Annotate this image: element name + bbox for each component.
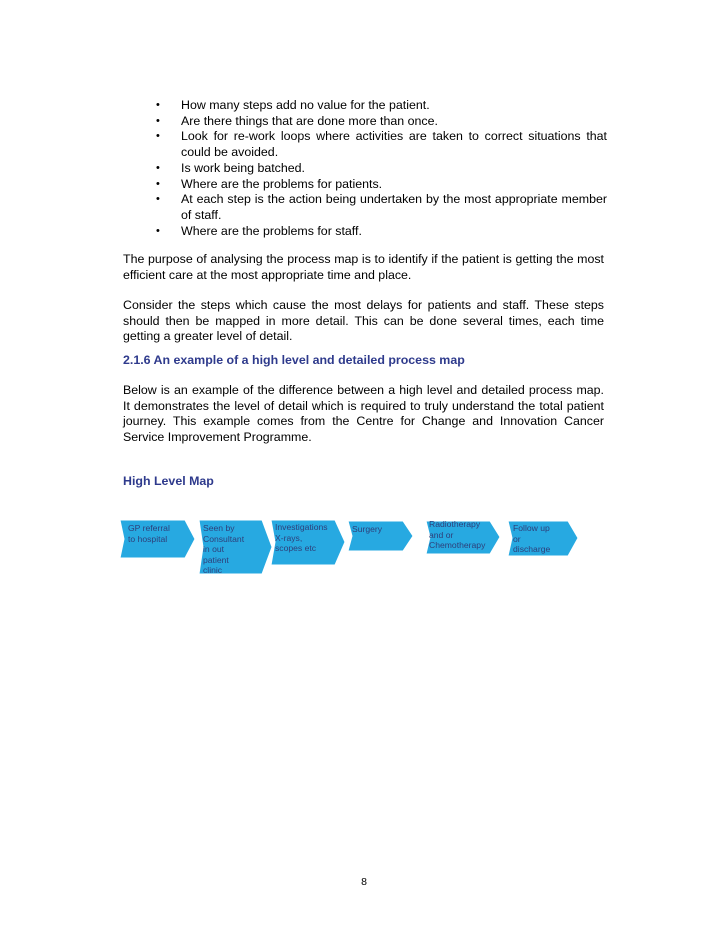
process-step-label: GP referral to hospital: [128, 523, 170, 544]
bullet-item: • Is work being batched.: [156, 160, 305, 175]
process-step-label: Radiotherapy and or Chemotherapy: [429, 519, 486, 550]
bullet-item: • How many steps add no value for the patient.: [156, 98, 430, 112]
bullet-icon: •: [156, 161, 160, 174]
bullet-icon: •: [156, 99, 160, 111]
example-paragraph: Below is an example of the difference between a high level and detailed process map. It demonstrates the level of detail which is required to truly understand the total patient journey. This example comes from the Centre for Change and Innovation Cancer Service Improvement Programme.: [123, 383, 604, 445]
page-number: 8: [361, 876, 367, 888]
consider-paragraph: Consider the steps which cause the most delays for patients and staff. These steps should then be mapped in more detail. This can be done several times, each time getting a greater level of detail.: [123, 298, 604, 344]
process-step-label: Surgery: [352, 524, 383, 534]
purpose-paragraph: The purpose of analysing the process map is to identify if the patient is getting the most efficient care at the most appropriate time and place.: [123, 252, 604, 282]
bullet-item: • Look for re-work loops where activities are taken to correct situations that could be avoided.: [156, 129, 607, 160]
question-bullet-list: [152, 98, 607, 239]
bullet-item: • At each step is the action being undertaken by the most appropriate member of staff.: [156, 192, 607, 222]
bullet-item: • Where are the problems for staff.: [156, 223, 362, 238]
bullet-icon: •: [156, 177, 160, 190]
process-step-label: Seen by Consultant in out patient clinic: [203, 523, 245, 575]
high-level-process-map: [120, 518, 580, 578]
section-heading: 2.1.6 An example of a high level and detailed process map: [123, 353, 465, 367]
bullet-icon: •: [156, 130, 160, 143]
bullet-item: • Are there things that are done more than once.: [156, 113, 438, 128]
process-map-arrows: [120, 518, 580, 578]
bullet-item: • Where are the problems for patients.: [156, 176, 383, 191]
high-level-map-heading: High Level Map: [123, 474, 214, 488]
bullet-icon: •: [156, 224, 160, 237]
process-step-label: Investigations X-rays, scopes etc: [275, 522, 328, 553]
bullet-icon: •: [156, 193, 160, 206]
bullet-icon: •: [156, 114, 160, 127]
process-step-label: Follow up or discharge: [513, 523, 551, 554]
